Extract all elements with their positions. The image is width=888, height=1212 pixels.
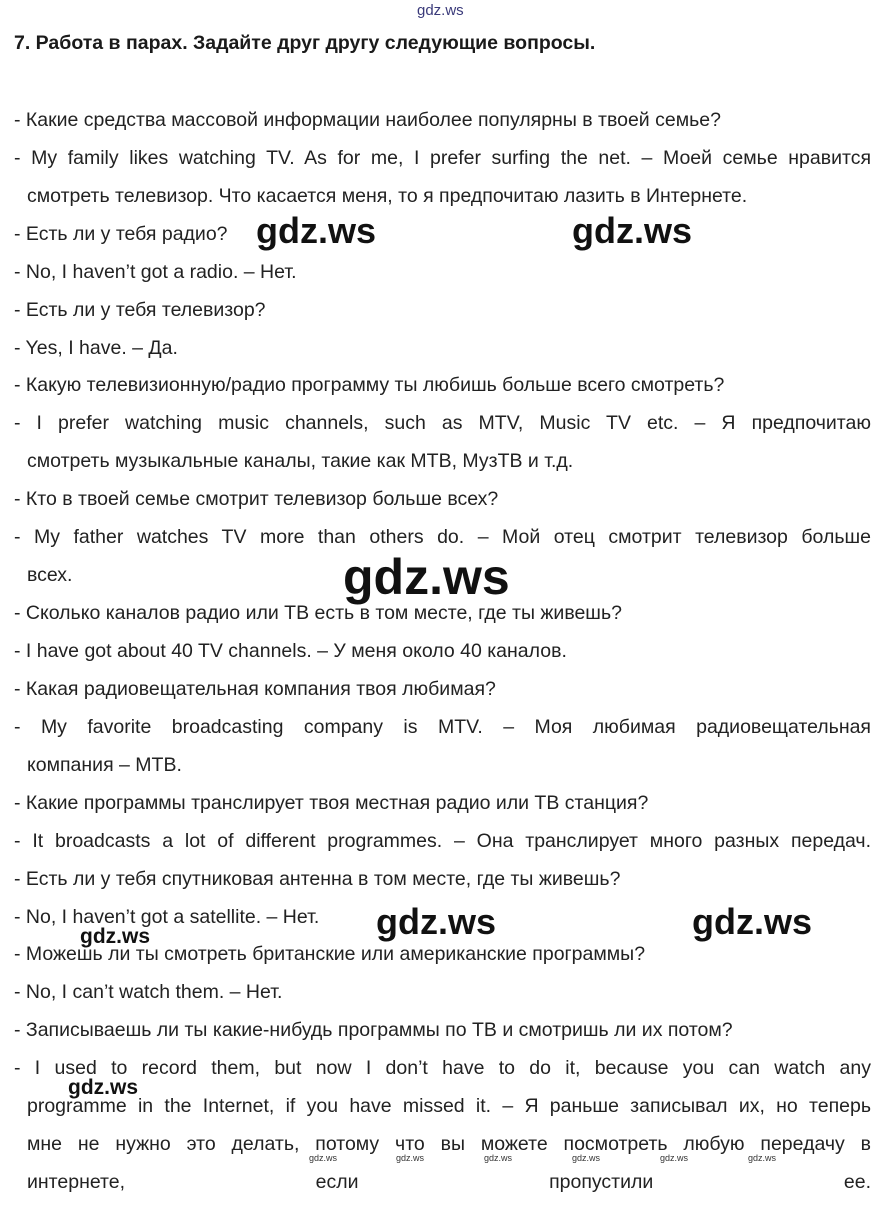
exercise-heading: 7. Работа в парах. Задайте друг другу следующие вопросы. <box>14 32 596 54</box>
watermark: gdz.ws <box>256 210 377 251</box>
answer-line: компания – МТВ. <box>27 754 182 776</box>
answer-line: - I prefer watching music channels, such as MTV, Music TV etc. – Я предпочитаю <box>14 412 871 434</box>
answer-line: интернете, если пропустили ее. <box>27 1171 871 1193</box>
watermark: gdz.ws <box>343 549 510 605</box>
answer-line: смотреть музыкальные каналы, такие как МТВ, МузТВ и т.д. <box>27 450 574 472</box>
answer-line: - My father watches TV more than others do. – Мой отец смотрит телевизор больше <box>14 526 871 548</box>
answer-line: - My family likes watching TV. As for me, I prefer surfing the net. – Моей семье нравится <box>14 147 871 169</box>
question-line: - Кто в твоей семье смотрит телевизор больше всех? <box>14 488 499 510</box>
question-line: - Есть ли у тебя телевизор? <box>14 299 266 321</box>
question-line: - Есть ли у тебя радио? <box>14 223 228 245</box>
answer-line: смотреть телевизор. Что касается меня, то я предпочитаю лазить в Интернете. <box>27 185 748 207</box>
answer-line: - Yes, I have. – Да. <box>14 337 178 359</box>
answer-line: - My favorite broadcasting company is MTV. – Моя любимая радиовещательная <box>14 716 871 738</box>
watermark: gdz.ws <box>572 1153 601 1163</box>
watermark: gdz.ws <box>572 210 693 251</box>
answer-line: всех. <box>27 564 73 586</box>
answer-line: мне не нужно это делать, потому что вы можете посмотреть любую передачу в <box>27 1133 871 1155</box>
question-line: - Записываешь ли ты какие-нибудь программы по ТВ и смотришь ли их потом? <box>14 1019 733 1041</box>
question-line: - Какую телевизионную/радио программу ты любишь больше всего смотреть? <box>14 374 725 396</box>
watermark: gdz.ws <box>309 1153 338 1163</box>
answer-line: - I used to record them, but now I don’t have to do it, because you can watch any <box>14 1057 871 1079</box>
watermark: gdz.ws <box>68 1076 139 1099</box>
question-line: - Можешь ли ты смотреть британские или американские программы? <box>14 943 646 965</box>
answer-line: - No, I can’t watch them. – Нет. <box>14 981 283 1003</box>
watermark: gdz.ws <box>396 1153 425 1163</box>
answer-line: - No, I haven’t got a radio. – Нет. <box>14 261 297 283</box>
answer-line: programme in the Internet, if you have missed it. – Я раньше записывал их, но теперь <box>27 1095 871 1117</box>
question-line: - Сколько каналов радио или ТВ есть в том месте, где ты живешь? <box>14 602 622 624</box>
watermark: gdz.ws <box>376 901 497 942</box>
question-line: - Есть ли у тебя спутниковая антенна в том месте, где ты живешь? <box>14 868 621 890</box>
question-line: - Какие программы транслирует твоя местная радио или ТВ станция? <box>14 792 649 814</box>
watermark: gdz.ws <box>80 925 151 948</box>
answer-line: - It broadcasts a lot of different programmes. – Она транслирует много разных передач. <box>14 830 871 852</box>
watermark: gdz.ws <box>484 1153 513 1163</box>
answer-line: - No, I haven’t got a satellite. – Нет. <box>14 906 320 928</box>
top-watermark: gdz.ws <box>417 2 464 19</box>
question-line: - Какая радиовещательная компания твоя любимая? <box>14 678 496 700</box>
watermark: gdz.ws <box>748 1153 777 1163</box>
watermark: gdz.ws <box>692 901 813 942</box>
question-line: - Какие средства массовой информации наиболее популярны в твоей семье? <box>14 109 721 131</box>
watermark: gdz.ws <box>660 1153 689 1163</box>
answer-line: - I have got about 40 TV channels. – У меня около 40 каналов. <box>14 640 567 662</box>
